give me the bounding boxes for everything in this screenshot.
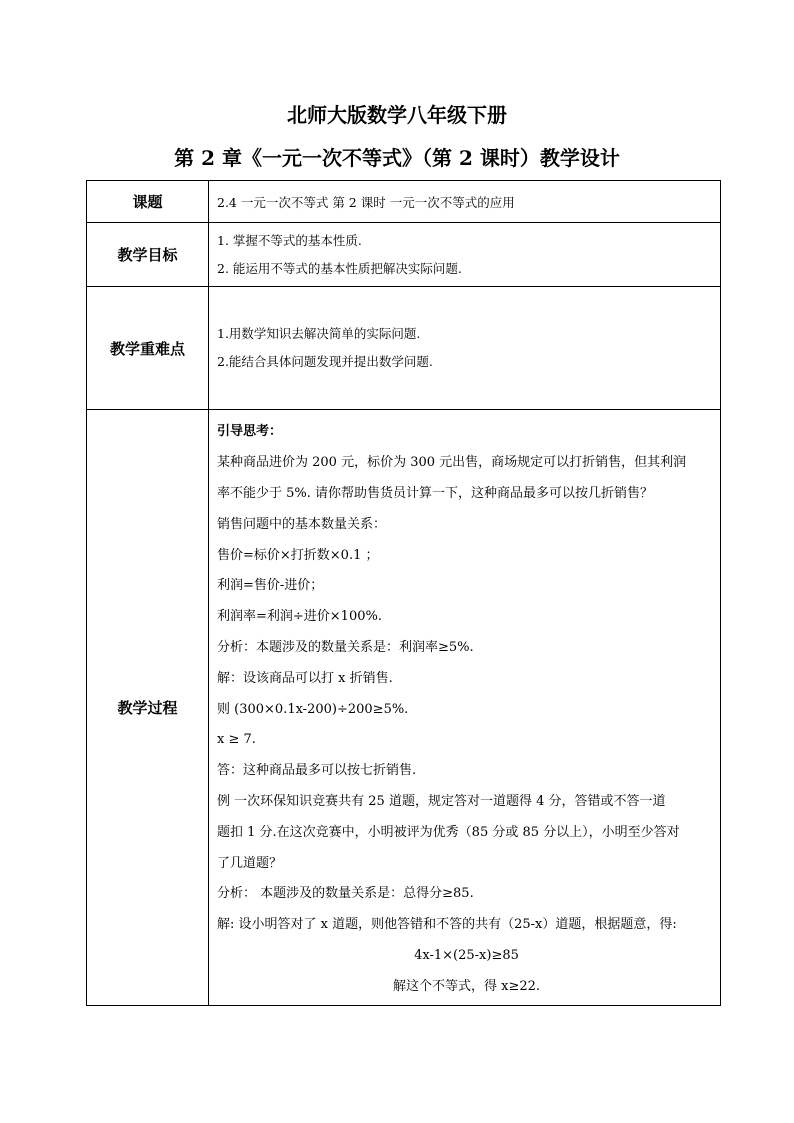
- objective-item: 2. 能运用不等式的基本性质把解决实际问题.: [217, 260, 462, 276]
- process-line: 解: 设小明答对了 x 道题，则他答错和不答的共有（25-x）道题，根据题意，得:: [217, 917, 677, 933]
- process-conclusion: 解这个不等式，得 x≥22.: [392, 978, 541, 994]
- row-topic: [87, 181, 721, 223]
- document-title: 北师大版数学八年级下册: [287, 103, 507, 127]
- objectives-content: [209, 223, 721, 287]
- process-line: 某种商品进价为 200 元，标价为 300 元出售，商场规定可以打折销售，但其利润: [217, 455, 687, 471]
- key-point-item: 2.能结合具体问题发现并提出数学问题.: [217, 354, 433, 369]
- process-line: x ≥ 7.: [217, 732, 256, 748]
- process-line: 分析：本题涉及的数量关系是：利润率≥5%.: [217, 640, 474, 655]
- row-key-points: [87, 287, 721, 410]
- topic-text: [209, 181, 721, 223]
- process-line: 利润=售价-进价；: [217, 578, 324, 594]
- process-line: 利润率=利润÷进价×100%.: [217, 609, 382, 625]
- objectives-label: 教学目标: [87, 223, 209, 287]
- process-line: 售价=标价×打折数×0.1 ；: [217, 547, 379, 563]
- key-points-label: 教学重难点: [87, 287, 209, 410]
- process-line: 销售问题中的基本数量关系：: [217, 516, 387, 532]
- process-line: 率不能少于 5%. 请你帮助售货员计算一下，这种商品最多可以按几折销售？: [217, 486, 654, 502]
- row-process: [87, 410, 721, 1006]
- process-line: 例 一次环保知识竞赛共有 25 道题，规定答对一道题得 4 分，答错或不答一道: [217, 793, 666, 809]
- key-points-content: [209, 287, 721, 410]
- process-line: 分析： 本题涉及的数量关系是：总得分≥85.: [217, 886, 474, 902]
- lesson-plan-table: [86, 180, 721, 1006]
- process-line: 题扣 1 分.在这次竞赛中，小明被评为优秀（85 分或 85 分以上），小明至少答对: [217, 824, 680, 840]
- document-subtitle: 第 2 章《一元一次不等式》（第 2 课时）教学设计: [174, 146, 620, 170]
- key-point-item: 1.用数学知识去解决简单的实际问题.: [217, 326, 421, 341]
- process-content: [209, 410, 721, 1006]
- topic-label: 课题: [87, 181, 209, 223]
- topic-value: 2.4 一元一次不等式 第 2 课时 一元一次不等式的应用: [217, 194, 515, 210]
- process-line: 则 (300×0.1x-200)÷200≥5%.: [217, 701, 409, 717]
- process-line: 答：这种商品最多可以按七折销售.: [217, 763, 417, 779]
- process-heading: 引导思考：: [217, 424, 283, 440]
- row-objectives: [87, 223, 721, 287]
- process-line: 解：设该商品可以打 x 折销售.: [217, 670, 393, 686]
- objective-item: 1. 掌握不等式的基本性质.: [217, 232, 362, 248]
- process-label: 教学过程: [87, 410, 209, 1006]
- process-equation: 4x-1×(25-x)≥85: [414, 947, 519, 963]
- process-line: 了几道题？: [217, 855, 283, 871]
